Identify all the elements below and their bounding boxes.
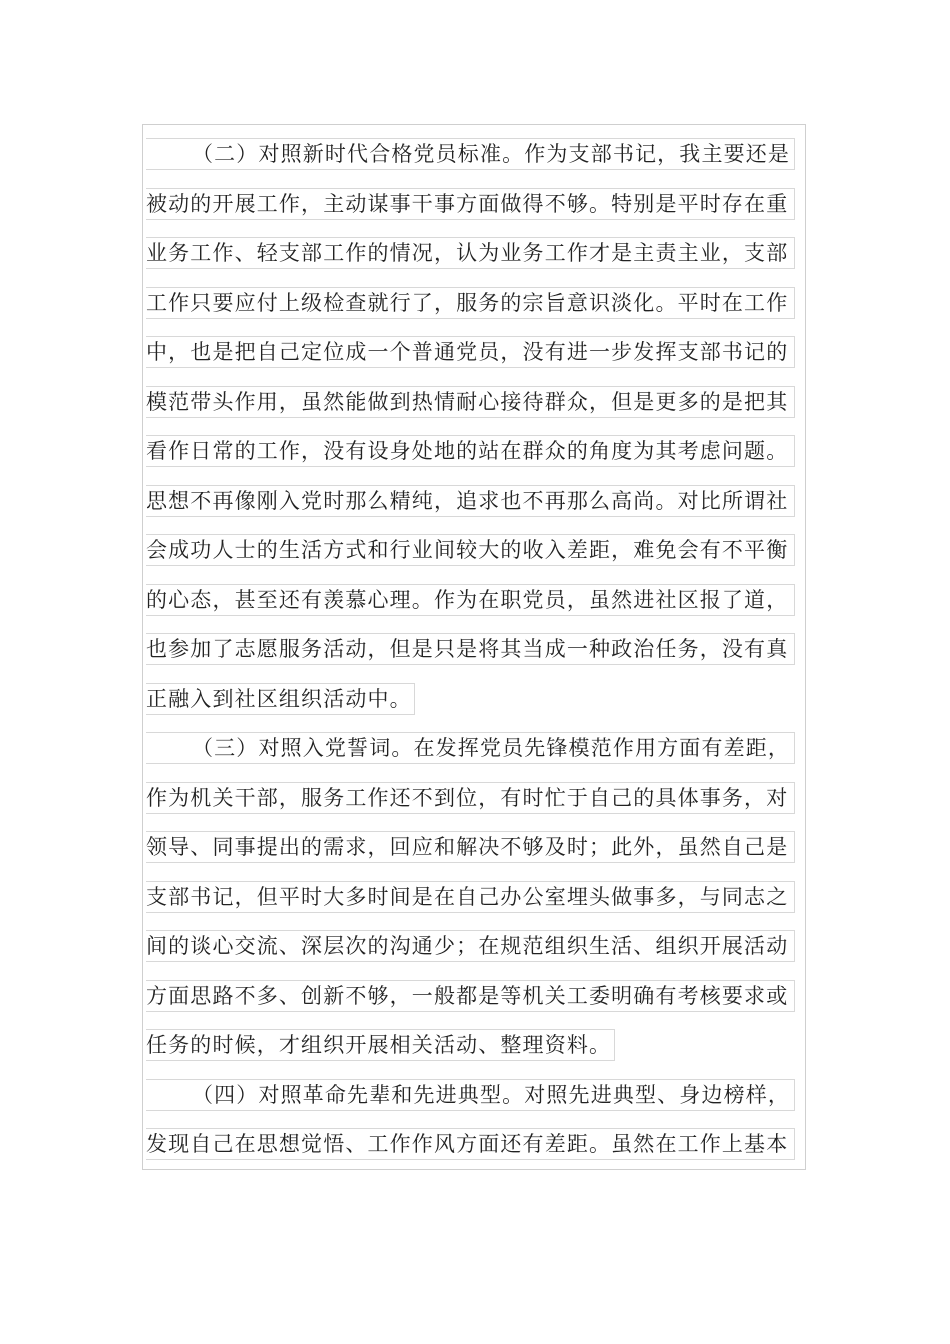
text-line: 的心态，甚至还有羡慕心理。作为在职党员，虽然进社区报了道， (146, 577, 794, 627)
paragraph-4 (146, 1072, 794, 1171)
text-line: 被动的开展工作，主动谋事干事方面做得不够。特别是平时存在重 (146, 181, 794, 231)
text-line: 方面思路不多、创新不够，一般都是等机关工委明确有考核要求或 (146, 973, 794, 1023)
document-body (146, 131, 794, 1171)
text-line: （二）对照新时代合格党员标准。作为支部书记，我主要还是 (146, 131, 794, 181)
text-line: 作为机关干部，服务工作还不到位，有时忙于自己的具体事务，对 (146, 775, 794, 825)
text-line: 任务的时候，才组织开展相关活动、整理资料。 (146, 1022, 794, 1072)
text-line: 领导、同事提出的需求，回应和解决不够及时；此外，虽然自己是 (146, 824, 794, 874)
text-line: 模范带头作用，虽然能做到热情耐心接待群众，但是更多的是把其 (146, 379, 794, 429)
text-line: 也参加了志愿服务活动，但是只是将其当成一种政治任务，没有真 (146, 626, 794, 676)
text-line: （三）对照入党誓词。在发挥党员先锋模范作用方面有差距， (146, 725, 794, 775)
text-line: 支部书记，但平时大多时间是在自己办公室埋头做事多，与同志之 (146, 874, 794, 924)
text-line: 工作只要应付上级检查就行了，服务的宗旨意识淡化。平时在工作 (146, 280, 794, 330)
text-line: （四）对照革命先辈和先进典型。对照先进典型、身边榜样， (146, 1072, 794, 1122)
text-line: 间的谈心交流、深层次的沟通少；在规范组织生活、组织开展活动 (146, 923, 794, 973)
text-line: 看作日常的工作，没有设身处地的站在群众的角度为其考虑问题。 (146, 428, 794, 478)
text-line: 发现自己在思想觉悟、工作作风方面还有差距。虽然在工作上基本 (146, 1121, 794, 1171)
text-line: 正融入到社区组织活动中。 (146, 676, 794, 726)
text-line: 业务工作、轻支部工作的情况，认为业务工作才是主责主业，支部 (146, 230, 794, 280)
text-line: 中，也是把自己定位成一个普通党员，没有进一步发挥支部书记的 (146, 329, 794, 379)
text-line: 会成功人士的生活方式和行业间较大的收入差距，难免会有不平衡 (146, 527, 794, 577)
paragraph-3 (146, 725, 794, 1072)
text-line: 思想不再像刚入党时那么精纯，追求也不再那么高尚。对比所谓社 (146, 478, 794, 528)
paragraph-2 (146, 131, 794, 725)
